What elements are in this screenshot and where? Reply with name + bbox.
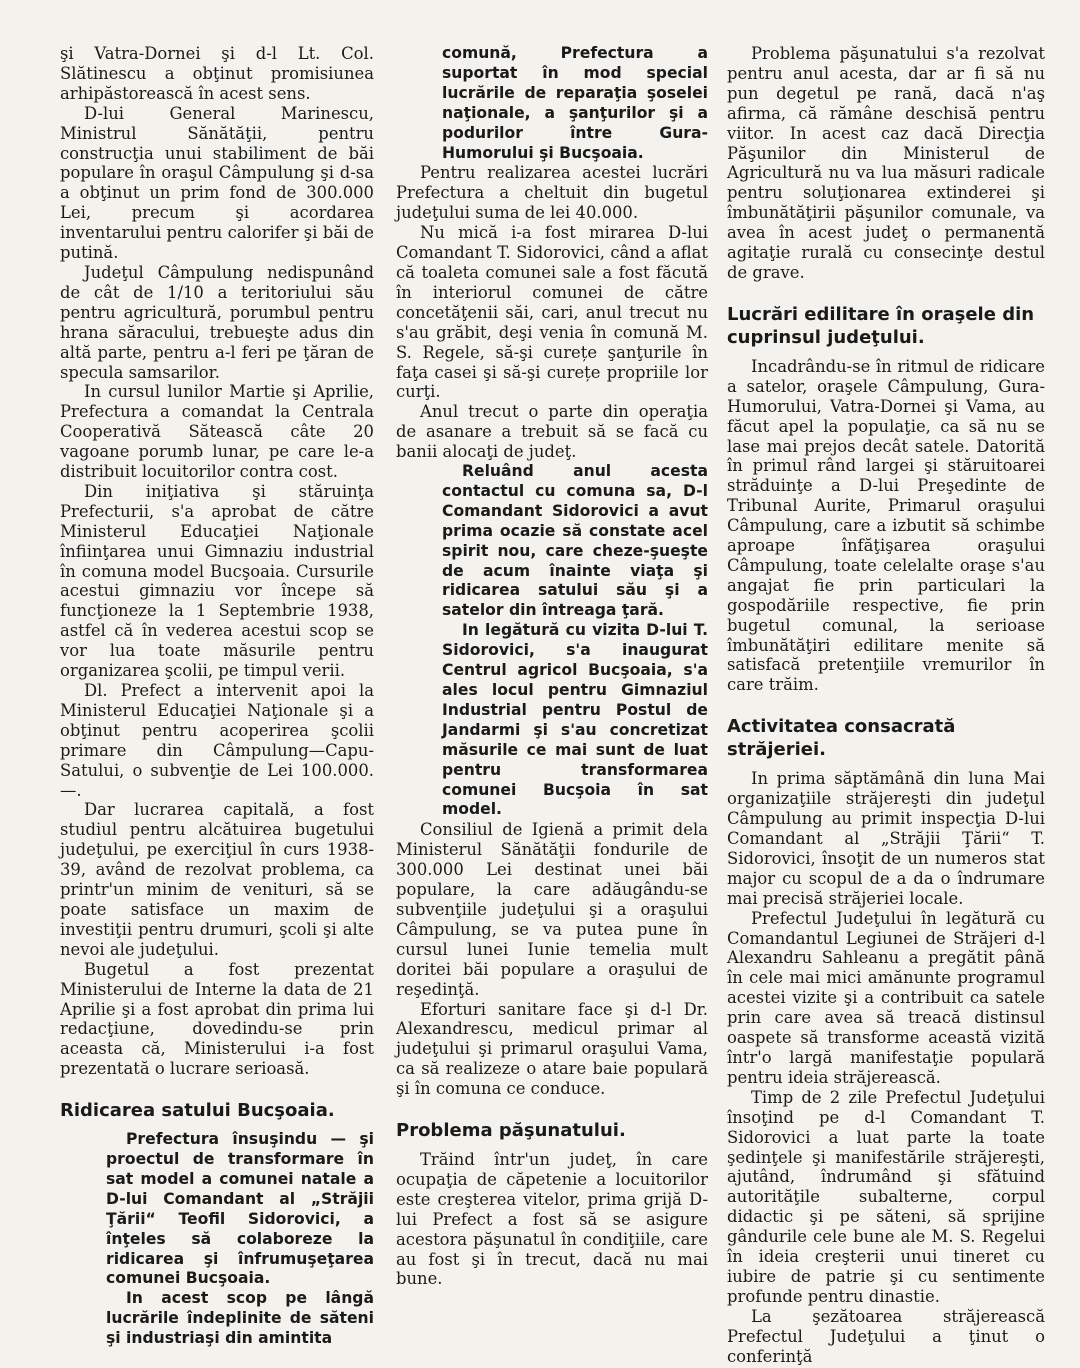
- paragraph: Bugetul a fost prezentat Ministerului de Interne la data de 21 Aprilie şi a fost aprobat din prima lui redacţiune, dovedindu-se prin aceasta că, Ministerului i-a fost prezentată o lucrare serioasă.: [60, 959, 374, 1079]
- paragraph: Anul trecut o parte din operaţia de asanare a trebuit să se facă cu banii alocaţi de judeţ.: [396, 402, 708, 462]
- paragraph: Pentru realizarea acestei lucrări Prefectura a cheltuit din bugetul judeţului suma de lei 40.000.: [396, 163, 708, 223]
- bold-paragraph: Prefectura însuşindu — şi proectul de transformare în sat model a comunei natale a D-lui Comandant al „Străjii Ţării“ Teofil Sidorovici, a înţeles să colaboreze la ridicarea şi înfrumuşeţarea comunei Bucşoaia.: [106, 1130, 374, 1288]
- bold-paragraph: In acest scop pe lângă lucrările îndeplinite de săteni şi industriaşi din amintita: [106, 1289, 374, 1348]
- bold-paragraph: Reluând anul acesta contactul cu comuna sa, D-l Comandant Sidorovici a avut prima ocazie să constate acel spirit nou, care cheze-şueşte de acum înainte viaţa şi ridicarea satului său şi a satelor din întreaga ţară.: [442, 462, 708, 620]
- paragraph: Problema păşunatului s'a rezolvat pentru anul acesta, dar ar fi să nu pun degetul pe rană, dacă n'aş afirma, că rămâne deschisă pentru viitor. In acest caz dacă Direcţia Păşunilor din Ministerul de Agricultură nu va lua măsuri radicale pentru soluţionarea extinderei şi îmbunătăţirii păşunilor comunale, va avea în acest judeţ o permanentă agitaţie rurală cu consecinţe destul de grave.: [727, 44, 1045, 282]
- paragraph: Trăind într'un judeţ, în care ocupaţia de căpetenie a locuitorilor este creşterea vitelor, prima grijă D-lui Prefect a fost să se asigure acestora păşunatul în condiţiile, care au fost şi în trecut, dacă nu mai bune.: [396, 1150, 708, 1289]
- paragraph: Din iniţiativa şi stăruinţa Prefecturii, s'a aprobat de către Ministerul Educaţiei Naţionale înfiinţarea unui Gimnaziu industrial în comuna model Bucşoaia. Cursurile acestui gimnaziu vor începe să funcţioneze la 1 Septembrie 1938, astfel că în vederea acestui scop se vor lua toate măsurile pentru organizarea şcolii, pe timpul verii.: [60, 481, 374, 681]
- paragraph: Consiliul de Igienă a primit dela Ministerul Sănătăţii fondurile de 300.000 Lei destinat unei băi populare, la care adăugându-se subvenţiile judeţului şi a oraşului Câmpulung, se va putea pune în cursul lunei Iunie temelia mult doritei băi populare a oraşului de reşedinţă.: [396, 820, 708, 999]
- paragraph: Judeţul Câmpulung nedispunând de cât de 1/10 a teritoriului său pentru agricultură, porumbul pentru hrana săracului, trebueşte adus din altă parte, pentru a-l feri pe ţăran de specula samsarilor.: [60, 262, 374, 382]
- bold-paragraph: comună, Prefectura a suportat în mod special lucrările de reparaţia şoselei naţionale, a şanţurilor şi a podurilor între Gura-Humorului şi Bucşoaia.: [442, 44, 708, 162]
- paragraph: Eforturi sanitare face şi d-l Dr. Alexandrescu, medicul primar al judeţului şi primarul oraşului Vama, ca să realizeze o atare baie populară şi în comuna ce conduce.: [396, 999, 708, 1099]
- paragraph: D-lui General Marinescu, Ministrul Sănătăţii, pentru construcţia unui stabiliment de băi populare în oraşul Câmpulung şi d-sa a obţinut un prim fond de 300.000 Lei, precum şi acordarea inventarului pentru calorifer şi băi de putină.: [60, 103, 374, 263]
- paragraph: Nu mică i-a fost mirarea D-lui Comandant T. Sidorovici, când a aflat că toaleta comunei sale a fost făcută în interiorul comunei de către concetăţenii săi, cari, anul trecut nu s'au grăbit, deşi venia în comună M. S. Regele, să-şi curețe şanţurile în faţa casei şi să-şi curețe propriile lor curţi.: [396, 223, 708, 402]
- section-heading: Activitatea consacrată străjeriei.: [727, 716, 956, 761]
- paragraph: Dl. Prefect a intervenit apoi la Ministerul Educaţiei Naţionale şi a obţinut pentru acoperirea şcolii primare din Câmpulung—Capu-Satului, o subvenţie de Lei 100.000.—.: [60, 681, 374, 800]
- paragraph: In cursul lunilor Martie şi Aprilie, Prefectura a comandat la Centrala Cooperativă Sătească câte 20 vagoane porumb lunar, pe care le-a distribuit locuitorilor contra cost.: [60, 382, 374, 482]
- section-heading: Ridicarea satului Bucşoaia.: [60, 1100, 335, 1122]
- paragraph: Prefectul Judeţului în legătură cu Comandantul Legiunei de Străjeri d-l Alexandru Sahleanu a pregătit până în cele mai mici amănunte programul acestei vizite şi a contribuit ca satele prin care avea să treacă distinsul oaspete să transforme această vizită într'o largă manifestaţie populară pentru ideia străjerească.: [727, 908, 1045, 1087]
- paragraph: Dar lucrarea capitală, a fost studiul pentru alcătuirea bugetului judeţului, pe exerciţiul în curs 1938-39, având de rezolvat problema, ca printr'un minim de venituri, să se poate satisface un maxim de investiţii pentru drumuri, şcoli şi alte nevoi ale judeţului.: [60, 800, 374, 959]
- paragraph: Incadrându-se în ritmul de ridicare a satelor, oraşele Câmpulung, Gura-Humorului, Vatra-Dornei şi Vama, au făcut apel la populaţie, ca să nu se lase mai prejos decât satele. Datorită în primul rând largei şi stăruitoarei străduinţe a D-lui Preşedinte de Tribunal Aurite, Primarul oraşului Câmpulung, care a izbutit să schimbe aproape înfăţişarea oraşului Câmpulung, toate celelalte oraşe s'au angajat fie prin particulari la gospodăriile respective, fie prin bugetul comunal, la serioase îmbunătăţiri edilitare menite să satisfacă pretenţiile vremurilor în care trăim.: [727, 356, 1045, 695]
- column-3: [727, 44, 1045, 1366]
- column-1: [60, 44, 374, 1349]
- paragraph: La şezătoarea străjerească Prefectul Judeţului a ţinut o conferinţă: [727, 1306, 1045, 1366]
- paragraph: şi Vatra-Dornei şi d-l Lt. Col. Slătinescu a obţinut promisiunea arhipăstorească în acest sens.: [60, 44, 374, 103]
- section-heading: Lucrări edilitare în oraşele din cuprinsul judeţului.: [727, 303, 1035, 348]
- section-heading: Problema păşunatului.: [396, 1120, 626, 1142]
- bold-paragraph: In legătură cu vizita D-lui T. Sidorovici, s'a inaugurat Centrul agricol Bucşoaia, s'a ales locul pentru Gimnaziul Industrial pentru Postul de Jandarmi şi s'au concretizat măsurile ce mai sunt de luat pentru transformarea comunei Bucşoia în sat model.: [442, 621, 708, 819]
- paragraph: In prima săptămână din luna Mai organizaţiile străjereşti din judeţul Câmpulung au primit inspecţia D-lui Comandant al „Străjii Ţării“ T. Sidorovici, însoţit de un numeros stat major cu scopul de a da o îndrumare mai precisă străjeriei locale.: [727, 769, 1045, 908]
- column-2: [396, 44, 708, 1289]
- paragraph: Timp de 2 zile Prefectul Judeţului însoţind pe d-l Comandant T. Sidorovici a luat parte la toate şedinţele şi manifestările străjereşti, ajutând, îndrumând şi sfătuind autorităţile subalterne, corpul didactic şi pe săteni, să sprijine gândurile cele bune ale M. S. Regelui în ideia creşterii unui tineret cu iubire de patrie şi cu sentimente profunde pentru dinastie.: [727, 1087, 1045, 1306]
